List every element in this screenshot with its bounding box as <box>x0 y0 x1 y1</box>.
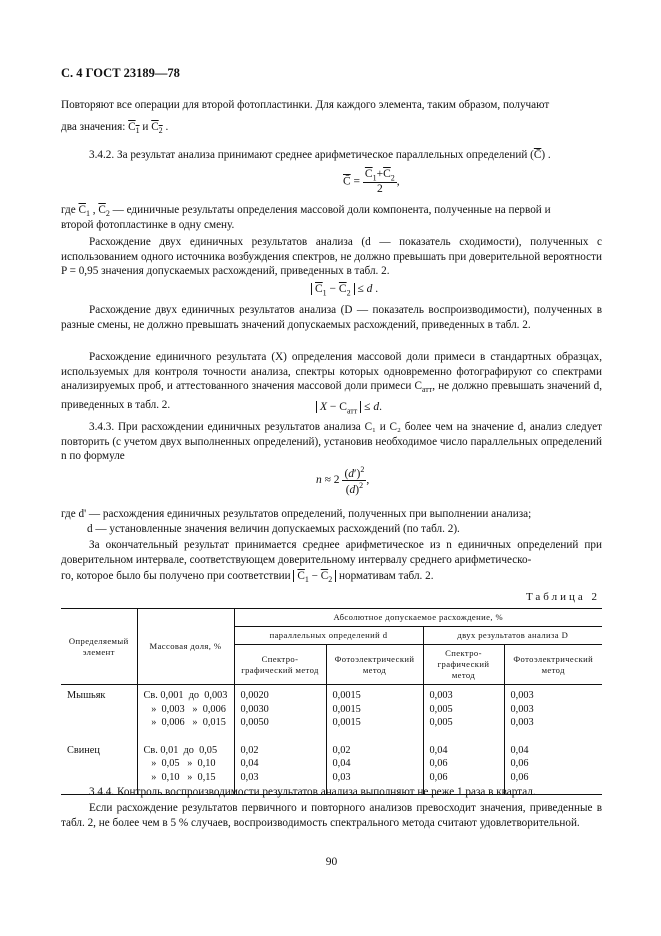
table-row <box>61 685 602 734</box>
paragraph-1b: два значения: $C_1$ и $C_2$ . <box>61 121 169 136</box>
paragraph-final-2: го, которое было бы получено при соответствии $\overline{C}_1 - \overline{C}_2$ нормативам табл. 2. <box>61 570 434 585</box>
cell-D-photo: 0,003 0,003 0,003 <box>504 685 602 734</box>
th-mass: Массовая доля, % <box>137 609 234 685</box>
standard-text: Расхождение единичного результата (X) определения массовой доли примеси в стандартных образцах, используемых для контроля точности анализа, спектры которых одновременно фотографируют со спектрами анализируемых проб, и аттестованного значения массовой доли примеси C <box>61 351 602 392</box>
th-two: двух результатов анализа D <box>423 627 602 645</box>
th-spec-d: Спектро-графический метод <box>234 645 326 685</box>
paragraph-where-d2: d — установленные значения величин допускаемых расхождений (по табл. 2). <box>87 523 460 535</box>
final-2-end: нормативам табл. 2. <box>339 570 434 582</box>
para-342-text: 3.4.2. За результат анализа принимают среднее арифметическое параллельных определений <box>89 149 528 161</box>
paragraph-where-2: второй фотопластинке в одну смену. <box>61 219 235 231</box>
paragraph-where-d: где d' — расхождения единичных результатов определений, полученных при выполнении анализа; <box>61 508 532 520</box>
formula-cdoublebar: C̄ <box>533 149 542 161</box>
cell-D-spec: 0,04 0,06 0,06 <box>423 734 504 795</box>
standard-sub: атт <box>421 385 433 395</box>
where-word: где <box>61 204 76 216</box>
cell-mass: Св. 0,01 до 0,05 » 0,05 » 0,10 » 0,10 » 0,15 <box>137 734 234 795</box>
th-spec-D: Спектро-графический метод <box>423 645 504 685</box>
formula-n: n ≈ 2 $\frac{(d')^2}{(d)^2}$ , <box>316 465 370 496</box>
formula-c1bar: $C_1$ <box>128 121 140 136</box>
paragraph-where: где $\overline{C}_1$ , $\overline{C}_2$ — единичные результаты определения массовой доли компонента, полученные на первой и <box>61 204 551 219</box>
formula-x: $X - C_{атт} \le d$. <box>316 401 382 415</box>
two-values-label: два значения: <box>61 121 126 133</box>
cell-d-spec: 0,0020 0,0030 0,0050 <box>234 685 326 734</box>
cell-D-spec: 0,003 0,005 0,005 <box>423 685 504 734</box>
final-2-text: го, которое было бы получено при соответствии <box>61 570 291 582</box>
and-word: и <box>142 121 149 133</box>
th-photo-D: Фотоэлектрический метод <box>504 645 602 685</box>
paragraph-final: За окончательный результат принимается среднее арифметическое из n единичных определений при доверительном интервале, соответствующем доверительному интервалу среднего арифметическо- <box>61 539 602 566</box>
page-header: С. 4 ГОСТ 23189—78 <box>61 66 180 80</box>
paragraph-reproducibility: Расхождение двух единичных результатов анализа (D — показатель воспроизводимости), полученных в разные смены, не должно превышать значений допускаемых расхождений, приведенных в табл. 2. <box>61 304 602 331</box>
th-abs: Абсолютное допускаемое расхождение, % <box>234 609 602 627</box>
th-element: Определяемый элемент <box>61 609 137 685</box>
cell-d-photo: 0,0015 0,0015 0,0015 <box>326 685 423 734</box>
paragraph-343: 3.4.3. При расхождении единичных результатов анализа C₁ и C₂ более чем на значение d, анализ следует повторить (с учетом двух выполненных определений), установив необходимое число параллельных определений n по формуле <box>61 421 602 462</box>
paragraph-last: Если расхождение результатов первичного и повторного анализов превосходит значения, приведенные в табл. 2, не более чем в 5 % случаев, воспроизводимость спектрального метода считают удовлетворительной. <box>61 802 602 829</box>
where-text: — единичные результаты определения массовой доли компонента, полученные на первой и <box>112 204 551 216</box>
cell-element: Мышьяк <box>61 685 137 734</box>
paragraph-344: 3.4.4. Контроль воспроизводимости результатов анализа выполняют не реже 1 раза в квартал. <box>89 786 536 798</box>
mean-formula: C̄ = $\frac{\overline{C}_1+\overline{C}_2}{2}$ , <box>343 168 400 196</box>
formula-d: $\overline{C}_1 - \overline{C}_2 \le d$ . <box>311 283 378 297</box>
paragraph-342: 3.4.2. За результат анализа принимают среднее арифметическое параллельных определений (C̄) . <box>89 149 551 161</box>
cell-mass: Св. 0,001 до 0,003 » 0,003 » 0,006 » 0,006 » 0,015 <box>137 685 234 734</box>
tolerance-table <box>61 608 602 795</box>
page-number: 90 <box>325 856 338 868</box>
formula-c2bar: $C_2$ <box>151 121 163 136</box>
cell-d-photo: 0,02 0,04 0,03 <box>326 734 423 795</box>
standard-end: , не должно превышать значений d, приведенных в табл. 2. <box>61 380 602 411</box>
th-parallel: параллельных определений d <box>234 627 423 645</box>
cell-d-spec: 0,02 0,04 0,03 <box>234 734 326 795</box>
paragraph-1: Повторяют все операции для второй фотопластинки. Для каждого элемента, таким образом, получают <box>61 99 550 111</box>
cell-D-photo: 0,04 0,06 0,06 <box>504 734 602 795</box>
paragraph-convergence: Расхождение двух единичных результатов анализа (d — показатель сходимости), полученных с использованием одного источника возбуждения спектров, не должно превышать при доверительной вероятности P = 0,95 значения допускаемых расхождений, приведенных в табл. 2. <box>61 236 602 277</box>
table-caption: Таблица 2 <box>525 591 600 603</box>
th-photo-d: Фотоэлектрический метод <box>326 645 423 685</box>
cell-element: Свинец <box>61 734 137 795</box>
